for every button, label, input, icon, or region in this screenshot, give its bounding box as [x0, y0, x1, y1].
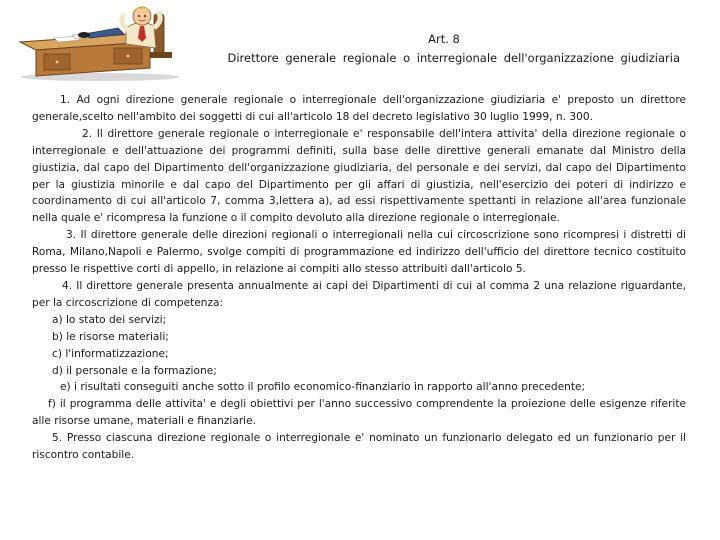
- paragraph-5: 5. Presso ciascuna direzione regionale o interregionale e' nominato un funzionario delegato ed un funzionario per il riscontro contabile.: [32, 432, 686, 462]
- list-item: b) le risorse materiali;: [52, 330, 169, 343]
- article-body: [32, 92, 686, 464]
- paragraph-3: 3. Il direttore generale delle direzioni regionali o interregionali nella cui circoscrizione sono ricompresi i distretti di Roma, Milano,Napoli e Palermo, svolge compiti di programmazione ed indirizzo dell'ufficio del direttore tecnico costituito presso le rispettive corti di appello, in relazione ai compiti allo stesso attribuiti dall'articolo 5.: [32, 229, 686, 276]
- list-item: f) il programma delle attivita' e degli obiettivi per l'anno successivo comprendente la proiezione delle esigenze riferite alle risorse umane, materiali e finanziarie.: [32, 398, 686, 428]
- article-title: Direttore generale regionale o interregionale dell'organizzazione giudiziaria: [227, 51, 680, 65]
- article-number: Art. 8: [428, 32, 460, 46]
- list-item: c) l'informatizzazione;: [52, 347, 169, 360]
- paragraph-2: 2. Il direttore generale regionale o interregionale e' responsabile dell'intera attivita' della direzione regionale o interregionale e dell'attuazione dei programmi definiti, sulla base delle direttive generali emanate dal Ministro della giustizia, dal capo del Dipartimento dell'organizzazione giudiziaria, del personale e dei servizi, dal capo del Dipartimento per la giustizia minorile e dal capo del Dipartimento per gli affari di giustizia, nell'esercizio dei poteri di indirizzo e coordinamento di cui all'articolo 7, comma 3,lettera a), ad essi rispettivamente spettanti in relazione all'area funzionale nella quale e' ricompresa la funzione o il compito devoluto alla direzione regionale o interregionale.: [32, 127, 686, 225]
- article-heading: [200, 30, 680, 68]
- list-item: e) i risultati conseguiti anche sotto il profilo economico-finanziario in rapporto all'anno precedente;: [60, 381, 586, 394]
- paragraph-1: 1. Ad ogni direzione generale regionale o interregionale dell'organizzazione giudiziaria e' preposto un direttore generale,scelto nell'ambito dei soggetti di cui all'articolo 18 del decreto legislativo 30 luglio 1999, n. 300.: [32, 94, 686, 123]
- paragraph-4: 4. Il direttore generale presenta annualmente ai capi dei Dipartimenti di cui al comma 2 una relazione riguardante, per la circoscrizione di competenza:: [32, 279, 686, 309]
- office-worker-clipart: [14, 4, 186, 82]
- list-item: d) il personale e la formazione;: [52, 364, 217, 377]
- list-item: a) lo stato dei servizi;: [52, 313, 167, 326]
